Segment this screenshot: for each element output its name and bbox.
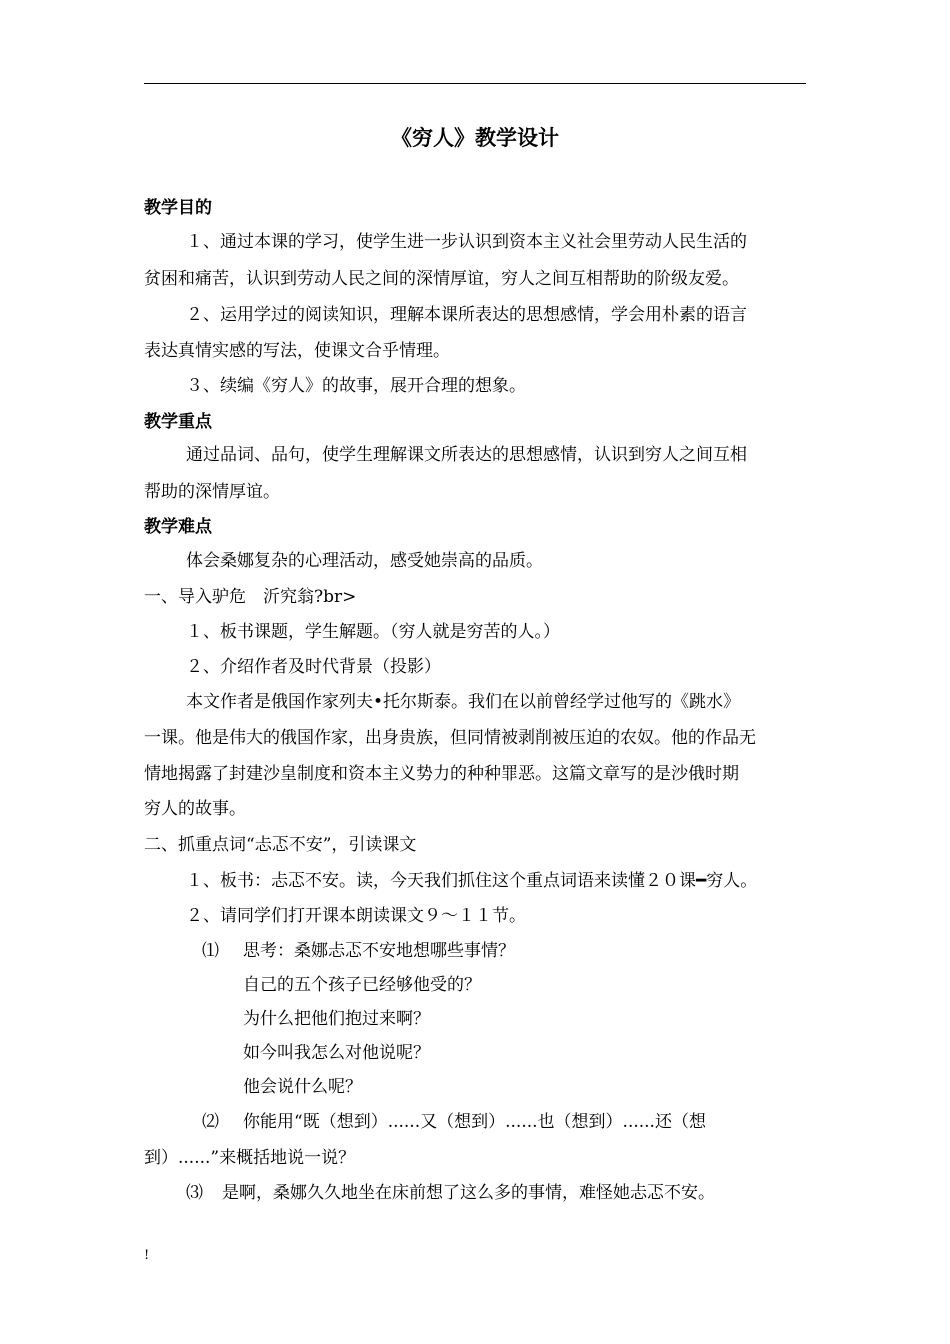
difficulties-text: 体会桑娜复杂的心理活动，感受她崇高的品质。 (186, 551, 543, 571)
question-3-number: ⑶ (186, 1183, 203, 1203)
question-2-line-1: 你能用“既（想到）......又（想到）......也（想到）......还（想 (243, 1112, 706, 1132)
heading-key-points: 教学重点 (144, 412, 212, 432)
question-1-number: ⑴ (202, 941, 219, 961)
author-line-1: 本文作者是俄国作家列夫•托尔斯泰。我们在以前曾经学过他写的《跳水》 (186, 692, 741, 712)
header-rule (144, 83, 806, 84)
page-title: 《穷人》教学设计 (391, 125, 559, 150)
author-line-3: 情地揭露了封建沙皇制度和资本主义势力的种种罪恶。这篇文章写的是沙俄时期 (144, 764, 739, 784)
question-3: 是啊，桑娜久久地坐在床前想了这么多的事情，难怪她忐忑不安。 (222, 1183, 715, 1203)
section-2-item-1: １、板书：忐忑不安。读，今天我们抓住这个重点词语来读懂２０课━穷人。 (186, 871, 758, 891)
question-1-answer-a: 自己的五个孩子已经够他受的？ (243, 975, 481, 995)
question-2-line-2: 到）......”来概括地说一说？ (144, 1148, 356, 1168)
key-points-line-2: 帮助的深情厚谊。 (144, 482, 280, 502)
section-2-heading: 二、抓重点词“忐忑不安”，引读课文 (144, 835, 417, 855)
question-1: 思考：桑娜忐忑不安地想哪些事情？ (243, 941, 515, 961)
question-2-number: ⑵ (202, 1112, 219, 1132)
author-line-4: 穷人的故事。 (144, 799, 246, 819)
section-2-item-2: ２、请同学们打开课本朗读课文９～１１节。 (186, 906, 526, 926)
goal-1-line-1: １、通过本课的学习，使学生进一步认识到资本主义社会里劳动人民生活的 (186, 232, 747, 252)
question-1-answer-d: 他会说什么呢？ (243, 1077, 362, 1097)
heading-goals: 教学目的 (144, 198, 212, 218)
key-points-line-1: 通过品词、品句，使学生理解课文所表达的思想感情，认识到穷人之间互相 (186, 445, 747, 465)
footer-mark: ! (144, 1248, 150, 1263)
section-1-item-2: ２、介绍作者及时代背景（投影） (186, 657, 441, 677)
goal-2-line-2: 表达真情实感的写法，使课文合乎情理。 (144, 341, 450, 361)
question-1-answer-b: 为什么把他们抱过来啊？ (243, 1009, 430, 1029)
goal-1-line-2: 贫困和痛苦，认识到劳动人民之间的深情厚谊，穷人之间互相帮助的阶级友爱。 (144, 269, 739, 289)
section-1-item-1: １、板书课题，学生解题。（穷人就是穷苦的人。） (186, 622, 560, 642)
question-1-answer-c: 如今叫我怎么对他说呢？ (243, 1043, 430, 1063)
goal-2-line-1: ２、运用学过的阅读知识，理解本课所表达的思想感情，学会用朴素的语言 (186, 305, 747, 325)
goal-3: ３、续编《穷人》的故事，展开合理的想象。 (186, 376, 526, 396)
author-line-2: 一课。他是伟大的俄国作家，出身贵族，但同情被剥削被压迫的农奴。他的作品无 (144, 728, 756, 748)
section-1-heading: 一、导入驴危 沂究翁?br> (144, 587, 357, 607)
heading-difficulties: 教学难点 (144, 517, 212, 537)
